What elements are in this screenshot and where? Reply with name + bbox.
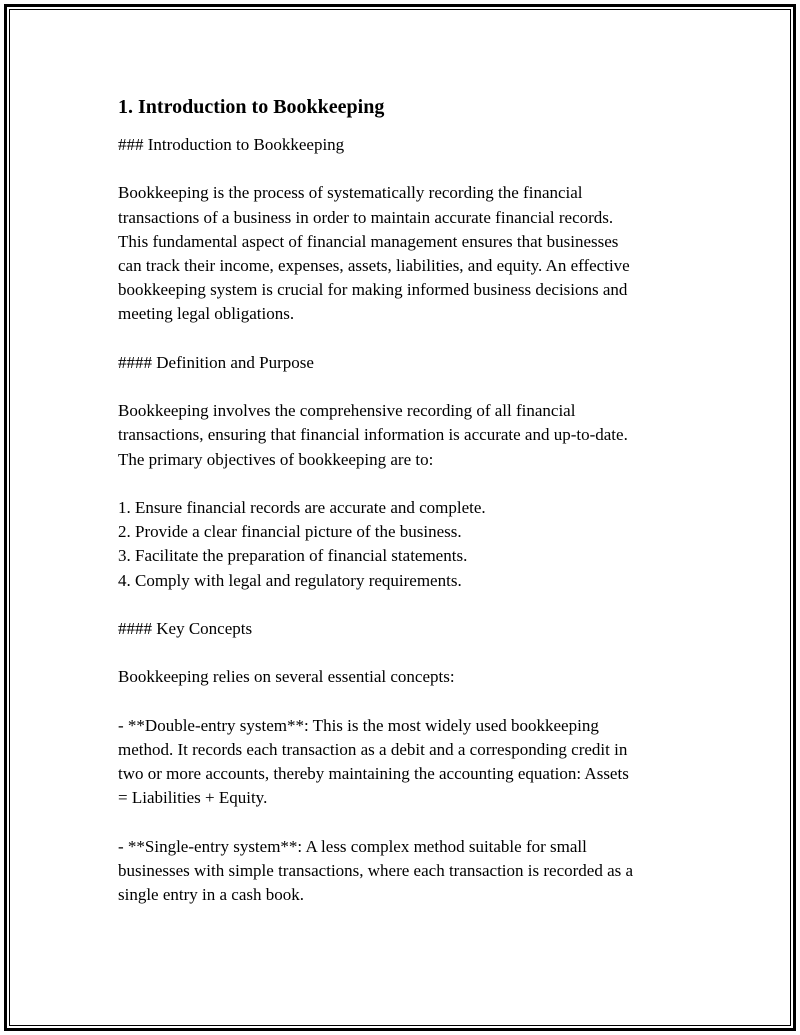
intro-paragraph [118,181,688,326]
text-line: can track their income, expenses, assets, liabilities, and equity. An effective [118,256,630,275]
text-line: = Liabilities + Equity. [118,788,268,808]
document-body [118,94,688,932]
objectives-list [118,496,688,593]
section-heading: ### Introduction to Bookkeeping [118,135,345,154]
definition-paragraph [118,399,688,472]
key-concepts-heading: #### Key Concepts [118,618,253,638]
list-item: 2. Provide a clear financial picture of the business. [118,522,462,542]
list-item: 3. Facilitate the preparation of financial statements. [118,546,468,566]
list-item: 1. Ensure financial records are accurate and complete. [118,497,486,517]
text-line: Bookkeeping involves the comprehensive recording of all financial [118,401,576,421]
text-line: transactions of a business in order to maintain accurate financial records. [118,207,614,227]
text-line: Bookkeeping is the process of systematically recording the financial [118,183,583,203]
text-line: This fundamental aspect of financial management ensures that businesses [118,231,619,251]
document-title: 1. Introduction to Bookkeeping [118,96,385,118]
text-line: single entry in a cash book. [118,885,305,905]
single-entry-item [118,835,688,908]
list-item: 4. Comply with legal and regulatory requirements. [118,570,462,590]
double-entry-item [118,714,688,811]
text-line: two or more accounts, thereby maintaining the accounting equation: Assets [118,764,629,784]
definition-heading: #### Definition and Purpose [118,352,314,372]
text-line: - **Single-entry system**: A less complex method suitable for small [118,836,587,856]
text-line: meeting legal obligations. [118,304,295,324]
text-line: transactions, ensuring that financial information is accurate and up-to-date. [118,425,628,445]
text-line: method. It records each transaction as a debit and a corresponding credit in [118,739,628,759]
text-line: businesses with simple transactions, where each transaction is recorded as a [118,860,634,880]
key-concepts-intro: Bookkeeping relies on several essential concepts: [118,667,455,687]
text-line: bookkeeping system is crucial for making informed business decisions and [118,280,628,300]
text-line: The primary objectives of bookkeeping are to: [118,449,434,469]
text-line: - **Double-entry system**: This is the most widely used bookkeeping [118,715,599,735]
